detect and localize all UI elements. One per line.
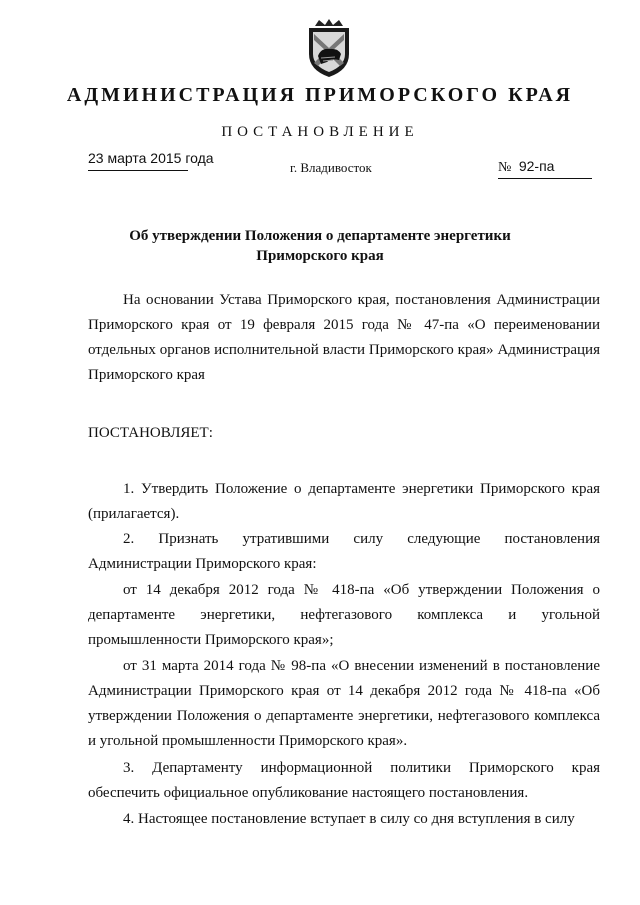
preamble-paragraph: На основании Устава Приморского края, постановления Администрации Приморского края от 19 февраля 2015 года № 47-па «О переименовании отдельных органов исполнительной власти Приморского края» Администрация Приморского края	[88, 292, 600, 383]
coat-of-arms-tiger-icon	[305, 18, 353, 78]
document-number-value: 92-па	[518, 158, 555, 174]
document-title-line2: Приморского края	[256, 248, 384, 264]
item-1-paragraph: 1. Утвердить Положение о департаменте энергетики Приморского края (прилагается).	[88, 481, 600, 522]
resolves-heading: ПОСТАНОВЛЯЕТ:	[88, 425, 213, 441]
document-type: ПОСТАНОВЛЕНИЕ	[221, 124, 419, 140]
document-title	[0, 226, 640, 266]
document-number-label: №	[498, 160, 512, 175]
organization-name: АДМИНИСТРАЦИЯ ПРИМОРСКОГО КРАЯ	[66, 84, 574, 106]
document-title-line1: Об утверждении Положения о департаменте энергетики	[129, 228, 511, 244]
document-city: г. Владивосток	[290, 160, 372, 175]
document-number	[498, 158, 592, 179]
item-2-sub-1-paragraph: от 14 декабря 2012 года № 418-па «Об утверждении Положения о департаменте энергетики, нефтегазового комплекса и угольной промышленности Приморского края»;	[88, 582, 600, 648]
item-2-sub-2-paragraph: от 31 марта 2014 года № 98-па «О внесении изменений в постановление Администрации Приморского края от 14 декабря 2012 года № 418-па «Об утверждении Положения о департаменте энергетики, нефтегазового комплекса и угольной промышленности Приморского края».	[88, 658, 600, 749]
item-4-paragraph: 4. Настоящее постановление вступает в силу со дня вступления в силу	[123, 811, 575, 827]
item-2-paragraph: 2. Признать утратившими силу следующие постановления Администрации Приморского края:	[88, 531, 600, 572]
item-3-paragraph: 3. Департаменту информационной политики Приморского края обеспечить официальное опубликование настоящего постановления.	[88, 760, 600, 801]
document-date: 23 марта 2015 года	[88, 150, 188, 171]
